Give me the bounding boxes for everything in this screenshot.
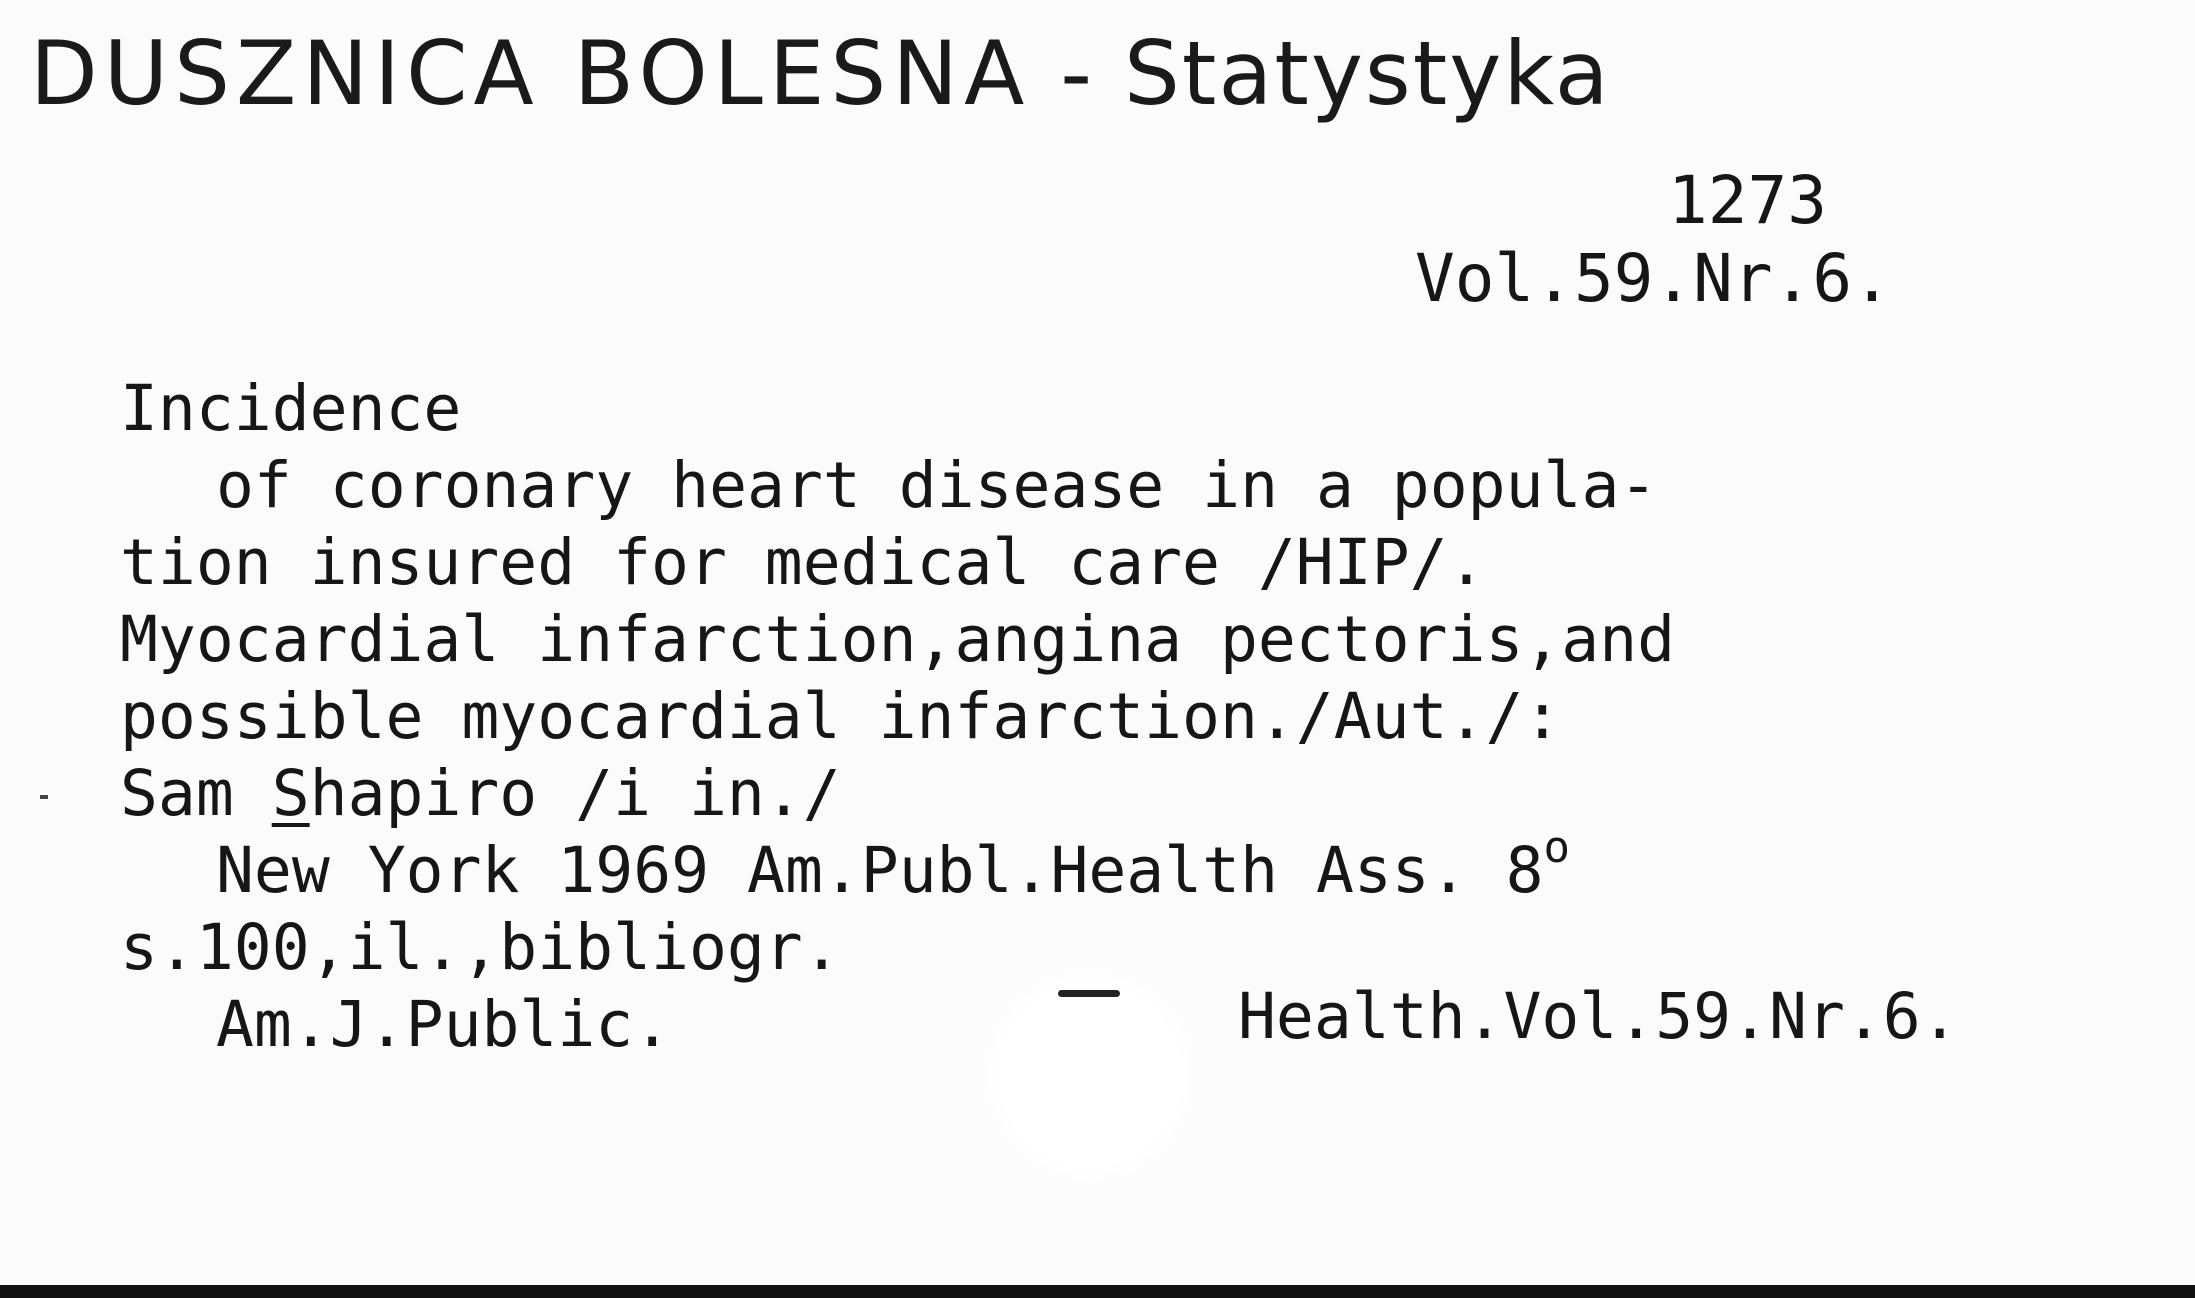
- format-superscript: o: [1543, 822, 1571, 873]
- card-code-number: 1273: [1668, 162, 1827, 239]
- entry-title-line: of coronary heart disease in a popula-: [216, 449, 1658, 522]
- entry-title-line: tion insured for medical care /HIP/.: [120, 526, 1486, 599]
- entry-title-line: Myocardial infarction,angina pectoris,and: [120, 603, 1676, 676]
- card-bottom-edge: [0, 1285, 2195, 1298]
- author-rest: hapiro /i in./: [309, 757, 841, 830]
- heading-category: Statystyka: [1124, 22, 1611, 125]
- card-heading: [30, 22, 1611, 125]
- entry-pagination-line: s.100,il.,bibliogr.: [120, 911, 841, 984]
- entry-source-left: Am.J.Public.: [216, 988, 672, 1061]
- ink-dash-mark: [1058, 990, 1120, 997]
- paper-smudge: [1005, 990, 1175, 1160]
- entry-title-start: Incidence: [120, 372, 462, 445]
- heading-subject: DUSZNICA BOLESNA: [30, 22, 1031, 125]
- heading-separator: -: [1030, 22, 1125, 125]
- entry-imprint-line: [120, 822, 1675, 909]
- author-underlined-initial: S: [271, 757, 310, 830]
- entry-title-line: possible myocardial infarction./Aut./:: [120, 680, 1562, 753]
- volume-reference-top: Vol.59.Nr.6.: [1415, 240, 1892, 317]
- imprint-text: New York 1969 Am.Publ.Health Ass. 8: [216, 834, 1544, 907]
- author-prefix: Sam: [120, 757, 272, 830]
- entry-source-right: Health.Vol.59.Nr.6.: [1238, 980, 1959, 1053]
- entry-author-line: [120, 755, 1675, 832]
- ink-dot-mark: [40, 795, 48, 799]
- entry-text: [120, 370, 1675, 1063]
